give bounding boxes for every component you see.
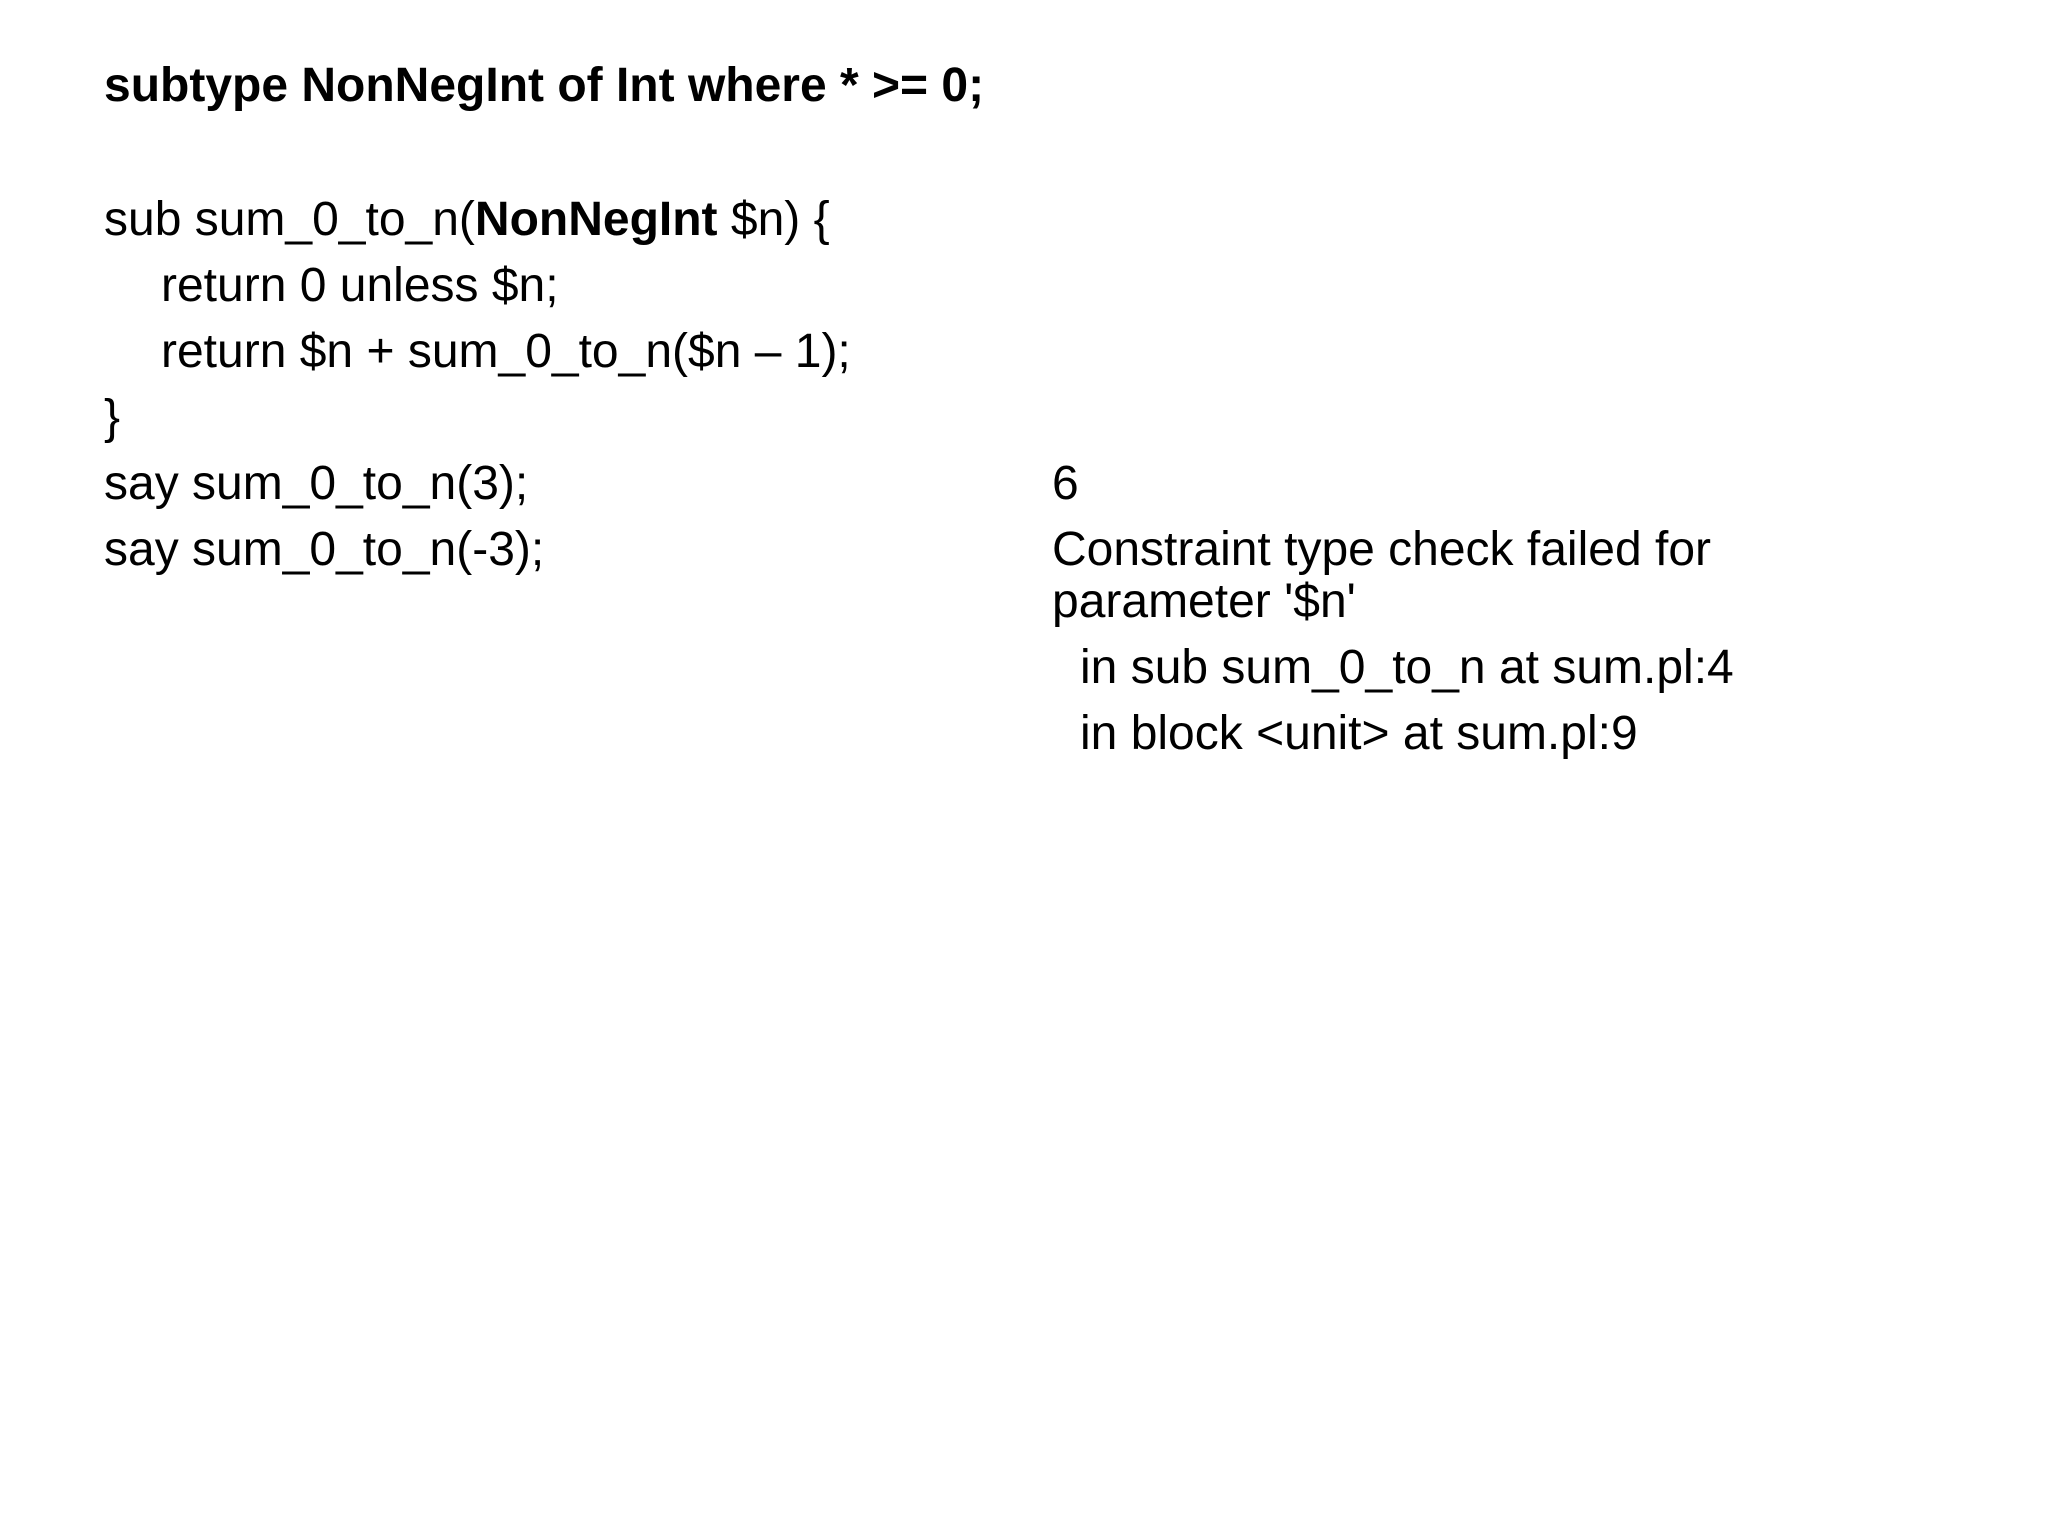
code-line-return-recursive: return $n + sum_0_to_n($n – 1); [161,325,851,378]
sub-signature-type: NonNegInt [474,193,718,246]
code-say-negative: say sum_0_to_n(-3); [104,523,545,576]
sub-signature-line [104,192,830,248]
output-trace-block: in block <unit> at sum.pl:9 [1080,707,1638,760]
code-line-return-zero: return 0 unless $n; [161,259,559,312]
output-trace-sub: in sub sum_0_to_n at sum.pl:4 [1080,641,1734,694]
sub-signature-suffix: $n) { [717,193,830,246]
output-error-line-1: Constraint type check failed for [1052,523,1711,576]
output-error-line-2: parameter '$n' [1052,575,1356,628]
subtype-declaration: subtype NonNegInt of Int where * >= 0; [104,59,985,112]
code-say-positive: say sum_0_to_n(3); [104,457,529,510]
sub-signature-prefix: sub sum_0_to_n( [104,193,475,246]
code-close-brace: } [104,391,121,444]
output-result-positive: 6 [1052,457,1079,510]
